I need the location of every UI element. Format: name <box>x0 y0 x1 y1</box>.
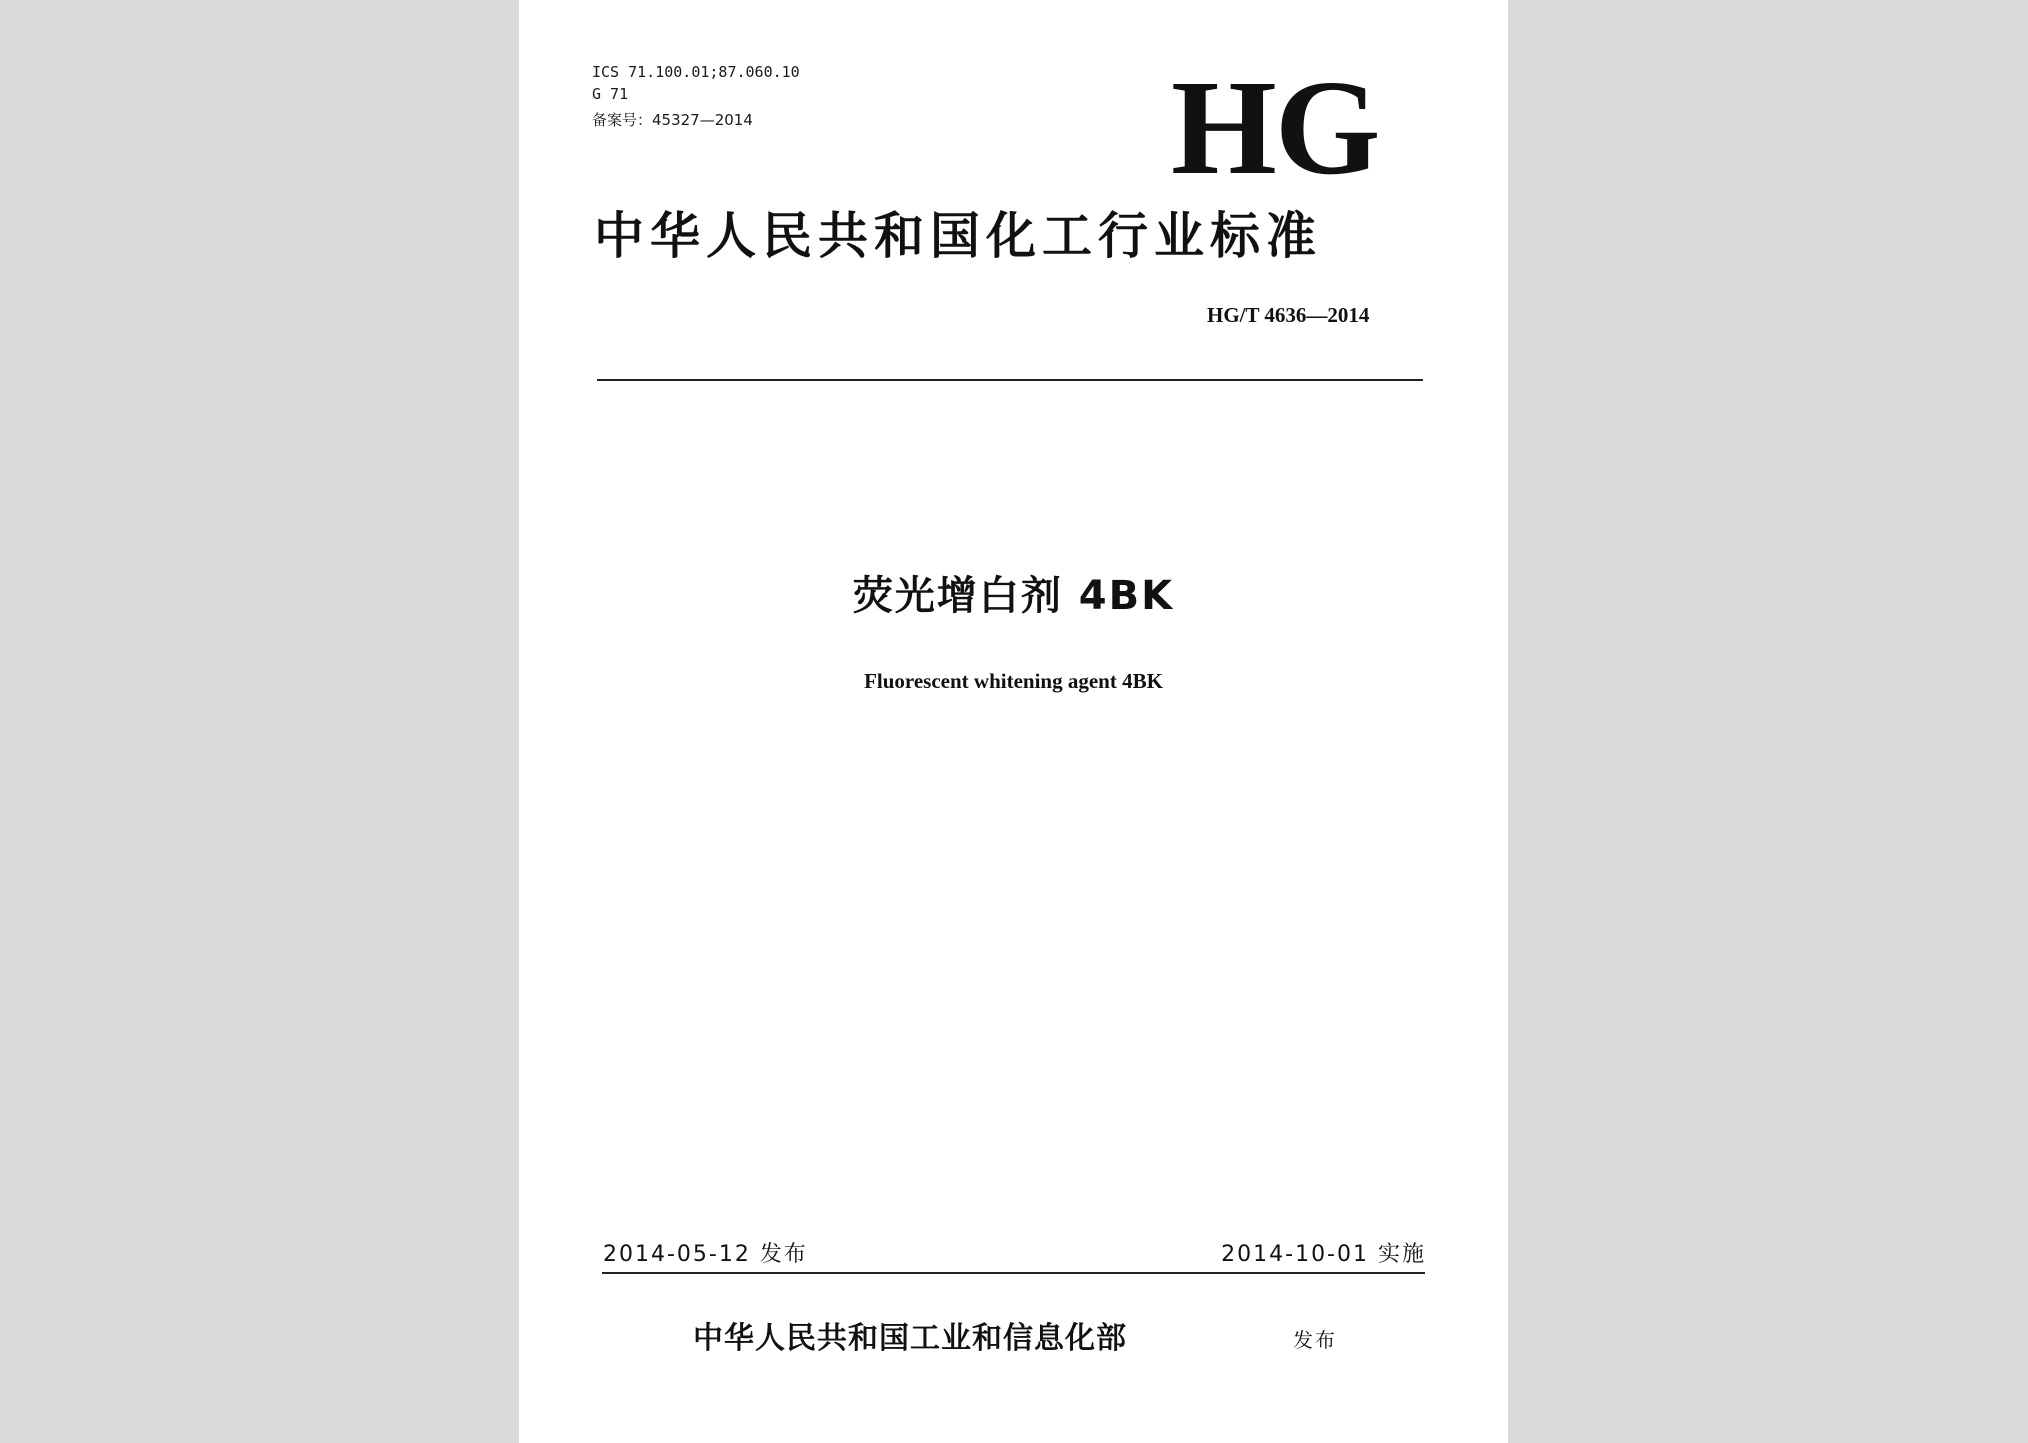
header-divider <box>597 379 1423 381</box>
standard-number: HG/T 4636—2014 <box>1207 303 1370 327</box>
standard-cover-page <box>519 0 1508 1443</box>
document-title-en: Fluorescent whitening agent 4BK <box>864 669 1163 693</box>
filing-number: 备案号：45327—2014 <box>592 111 753 129</box>
issuer-action: 发布 <box>1293 1328 1337 1352</box>
issue-date: 2014-05-12 发布 <box>603 1242 808 1267</box>
ics-code: ICS 71.100.01;87.060.10 <box>592 63 800 81</box>
standard-category-title: 中华人民共和国化工行业标准 <box>594 207 1322 265</box>
hg-logo: HG <box>1171 53 1379 203</box>
issuing-authority: 中华人民共和国工业和信息化部 <box>693 1321 1127 1356</box>
classification-code: G 71 <box>592 85 629 103</box>
implementation-date: 2014-10-01 实施 <box>1221 1242 1426 1267</box>
document-title-cn: 荧光增白剂 4BK <box>852 573 1175 619</box>
footer-divider <box>602 1272 1425 1274</box>
